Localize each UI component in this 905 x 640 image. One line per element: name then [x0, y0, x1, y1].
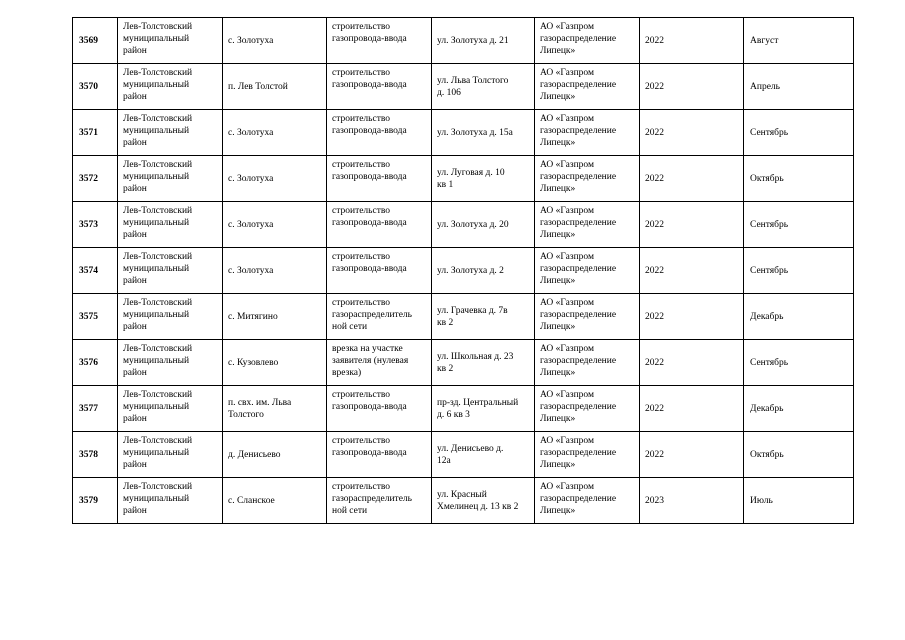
district-cell [118, 294, 223, 340]
month-cell [744, 18, 854, 64]
table-row [73, 110, 854, 156]
year-cell [640, 478, 744, 524]
organization-cell-text: АО «Газпром газораспределение Липецк» [540, 68, 617, 102]
year-cell-text: 2023 [645, 496, 664, 506]
work-type-cell-text: строительство газопровода-ввода [332, 206, 407, 228]
settlement-cell [223, 18, 327, 64]
month-cell-text: Декабрь [750, 312, 784, 322]
month-cell-text: Июль [750, 496, 773, 506]
organization-cell [535, 156, 640, 202]
row-number-cell [73, 18, 118, 64]
district-cell-text: Лев-Толстовский муниципальный район [123, 436, 193, 470]
organization-cell-text: АО «Газпром газораспределение Липецк» [540, 206, 617, 240]
organization-cell [535, 386, 640, 432]
organization-cell [535, 478, 640, 524]
district-cell [118, 156, 223, 202]
row-number-cell [73, 340, 118, 386]
year-cell-text: 2022 [645, 266, 664, 276]
row-number-cell-text: 3573 [79, 220, 98, 230]
work-type-cell [327, 110, 432, 156]
address-cell [432, 432, 535, 478]
district-cell [118, 202, 223, 248]
row-number-cell-text: 3575 [79, 312, 98, 322]
row-number-cell [73, 110, 118, 156]
row-number-cell-text: 3578 [79, 450, 98, 460]
settlement-cell [223, 110, 327, 156]
row-number-cell-text: 3572 [79, 174, 98, 184]
year-cell-text: 2022 [645, 404, 664, 414]
address-cell-text: ул. Школьная д. 23 кв 2 [437, 352, 514, 374]
month-cell-text: Декабрь [750, 404, 784, 414]
row-number-cell [73, 156, 118, 202]
year-cell-text: 2022 [645, 36, 664, 46]
month-cell [744, 248, 854, 294]
year-cell [640, 386, 744, 432]
month-cell [744, 110, 854, 156]
row-number-cell [73, 294, 118, 340]
organization-cell-text: АО «Газпром газораспределение Липецк» [540, 114, 617, 148]
row-number-cell [73, 248, 118, 294]
work-type-cell [327, 386, 432, 432]
district-cell [118, 110, 223, 156]
year-cell-text: 2022 [645, 128, 664, 138]
row-number-cell-text: 3571 [79, 128, 98, 138]
work-type-cell-text: строительство газопровода-ввода [332, 22, 407, 44]
month-cell [744, 386, 854, 432]
work-type-cell [327, 478, 432, 524]
district-cell [118, 386, 223, 432]
table-row [73, 386, 854, 432]
table-body [73, 18, 854, 524]
year-cell [640, 432, 744, 478]
work-type-cell [327, 432, 432, 478]
work-type-cell [327, 64, 432, 110]
organization-cell-text: АО «Газпром газораспределение Липецк» [540, 252, 617, 286]
address-cell [432, 156, 535, 202]
district-cell-text: Лев-Толстовский муниципальный район [123, 22, 193, 56]
district-cell-text: Лев-Толстовский муниципальный район [123, 298, 193, 332]
row-number-cell-text: 3577 [79, 404, 98, 414]
settlement-cell-text: с. Золотуха [228, 220, 274, 230]
settlement-cell-text: д. Денисьево [228, 450, 281, 460]
district-cell-text: Лев-Толстовский муниципальный район [123, 160, 193, 194]
settlement-cell-text: с. Золотуха [228, 128, 274, 138]
settlement-cell-text: п. Лев Толстой [228, 82, 288, 92]
row-number-cell [73, 64, 118, 110]
year-cell [640, 248, 744, 294]
address-cell-text: ул. Золотуха д. 2 [437, 266, 504, 276]
settlement-cell [223, 340, 327, 386]
table-row [73, 340, 854, 386]
table-row [73, 64, 854, 110]
month-cell [744, 294, 854, 340]
settlement-cell [223, 156, 327, 202]
row-number-cell [73, 386, 118, 432]
settlement-cell [223, 478, 327, 524]
organization-cell [535, 110, 640, 156]
month-cell-text: Октябрь [750, 174, 784, 184]
work-type-cell [327, 18, 432, 64]
organization-cell-text: АО «Газпром газораспределение Липецк» [540, 160, 617, 194]
row-number-cell [73, 202, 118, 248]
address-cell [432, 64, 535, 110]
organization-cell-text: АО «Газпром газораспределение Липецк» [540, 390, 617, 424]
month-cell [744, 156, 854, 202]
district-cell-text: Лев-Толстовский муниципальный район [123, 252, 193, 286]
year-cell [640, 156, 744, 202]
address-cell [432, 294, 535, 340]
table-row [73, 202, 854, 248]
year-cell [640, 202, 744, 248]
year-cell-text: 2022 [645, 450, 664, 460]
row-number-cell-text: 3570 [79, 82, 98, 92]
settlement-cell-text: с. Золотуха [228, 266, 274, 276]
month-cell-text: Сентябрь [750, 128, 789, 138]
work-type-cell-text: строительство газопровода-ввода [332, 252, 407, 274]
organization-cell [535, 64, 640, 110]
settlement-cell [223, 432, 327, 478]
work-type-cell-text: строительство газопровода-ввода [332, 436, 407, 458]
district-cell-text: Лев-Толстовский муниципальный район [123, 68, 193, 102]
row-number-cell [73, 432, 118, 478]
work-type-cell-text: строительство газопровода-ввода [332, 160, 407, 182]
district-cell-text: Лев-Толстовский муниципальный район [123, 482, 193, 516]
settlement-cell-text: с. Кузовлево [228, 358, 279, 368]
work-type-cell-text: строительство газопровода-ввода [332, 114, 407, 136]
address-cell-text: ул. Денисьево д. 12а [437, 444, 504, 466]
address-cell-text: ул. Льва Толстого д. 106 [437, 76, 509, 98]
month-cell [744, 202, 854, 248]
district-cell [118, 18, 223, 64]
work-type-cell [327, 340, 432, 386]
year-cell-text: 2022 [645, 358, 664, 368]
district-cell [118, 432, 223, 478]
district-cell-text: Лев-Толстовский муниципальный район [123, 344, 193, 378]
address-cell-text: ул. Луговая д. 10 кв 1 [437, 168, 505, 190]
settlement-cell-text: с. Сланское [228, 496, 275, 506]
organization-cell [535, 202, 640, 248]
year-cell-text: 2022 [645, 174, 664, 184]
month-cell-text: Сентябрь [750, 220, 789, 230]
address-cell-text: ул. Красный Хмелинец д. 13 кв 2 [437, 490, 519, 512]
address-cell [432, 340, 535, 386]
row-number-cell-text: 3569 [79, 36, 98, 46]
organization-cell-text: АО «Газпром газораспределение Липецк» [540, 22, 617, 56]
year-cell [640, 110, 744, 156]
address-cell [432, 386, 535, 432]
address-cell [432, 18, 535, 64]
organization-cell-text: АО «Газпром газораспределение Липецк» [540, 344, 617, 378]
year-cell [640, 294, 744, 340]
year-cell-text: 2022 [645, 220, 664, 230]
organization-cell [535, 294, 640, 340]
address-cell-text: ул. Грачевка д. 7в кв 2 [437, 306, 508, 328]
organization-cell [535, 432, 640, 478]
district-cell [118, 64, 223, 110]
work-type-cell-text: строительство газораспределитель ной сети [332, 298, 412, 332]
table-row [73, 478, 854, 524]
work-type-cell-text: врезка на участке заявителя (нулевая врезка) [332, 344, 409, 378]
address-cell-text: ул. Золотуха д. 20 [437, 220, 509, 230]
month-cell-text: Август [750, 36, 779, 46]
settlement-cell-text: с. Золотуха [228, 36, 274, 46]
settlement-cell-text: с. Митягино [228, 312, 278, 322]
work-type-cell-text: строительство газопровода-ввода [332, 68, 407, 90]
row-number-cell-text: 3574 [79, 266, 98, 276]
organization-cell [535, 18, 640, 64]
table-row [73, 294, 854, 340]
settlement-cell [223, 386, 327, 432]
district-cell [118, 478, 223, 524]
year-cell [640, 64, 744, 110]
year-cell [640, 340, 744, 386]
month-cell [744, 64, 854, 110]
month-cell [744, 478, 854, 524]
address-cell [432, 110, 535, 156]
year-cell [640, 18, 744, 64]
settlement-cell-text: с. Золотуха [228, 174, 274, 184]
gasification-schedule-table [72, 17, 854, 524]
work-type-cell-text: строительство газораспределитель ной сети [332, 482, 412, 516]
address-cell [432, 202, 535, 248]
row-number-cell [73, 478, 118, 524]
district-cell-text: Лев-Толстовский муниципальный район [123, 114, 193, 148]
row-number-cell-text: 3576 [79, 358, 98, 368]
work-type-cell [327, 248, 432, 294]
table-row [73, 156, 854, 202]
organization-cell [535, 340, 640, 386]
address-cell-text: пр-зд. Центральный д. 6 кв 3 [437, 398, 519, 420]
work-type-cell-text: строительство газопровода-ввода [332, 390, 407, 412]
row-number-cell-text: 3579 [79, 496, 98, 506]
organization-cell-text: АО «Газпром газораспределение Липецк» [540, 482, 617, 516]
organization-cell-text: АО «Газпром газораспределение Липецк» [540, 436, 617, 470]
table-row [73, 18, 854, 64]
month-cell-text: Сентябрь [750, 266, 789, 276]
month-cell-text: Октябрь [750, 450, 784, 460]
district-cell [118, 340, 223, 386]
settlement-cell [223, 294, 327, 340]
month-cell [744, 340, 854, 386]
settlement-cell [223, 248, 327, 294]
month-cell-text: Апрель [750, 82, 780, 92]
settlement-cell-text: п. свх. им. Льва Толстого [228, 398, 292, 420]
organization-cell-text: АО «Газпром газораспределение Липецк» [540, 298, 617, 332]
year-cell-text: 2022 [645, 82, 664, 92]
work-type-cell [327, 156, 432, 202]
district-cell [118, 248, 223, 294]
organization-cell [535, 248, 640, 294]
work-type-cell [327, 294, 432, 340]
table-row [73, 432, 854, 478]
address-cell-text: ул. Золотуха д. 15а [437, 128, 513, 138]
settlement-cell [223, 64, 327, 110]
settlement-cell [223, 202, 327, 248]
address-cell [432, 248, 535, 294]
district-cell-text: Лев-Толстовский муниципальный район [123, 390, 193, 424]
district-cell-text: Лев-Толстовский муниципальный район [123, 206, 193, 240]
month-cell-text: Сентябрь [750, 358, 789, 368]
work-type-cell [327, 202, 432, 248]
month-cell [744, 432, 854, 478]
address-cell-text: ул. Золотуха д. 21 [437, 36, 509, 46]
address-cell [432, 478, 535, 524]
table-row [73, 248, 854, 294]
year-cell-text: 2022 [645, 312, 664, 322]
